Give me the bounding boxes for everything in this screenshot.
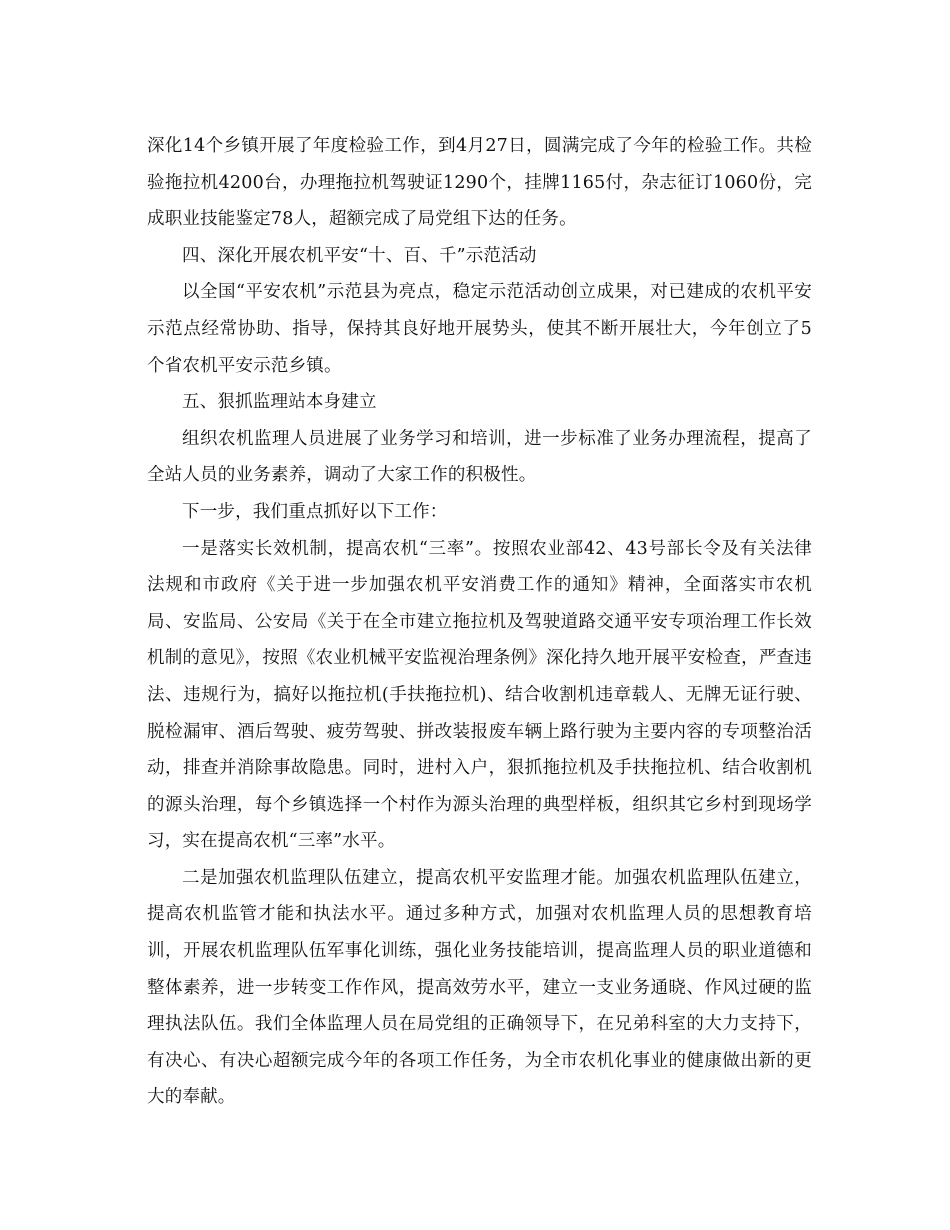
paragraph-long-term-mechanism: 一是落实长效机制，提高农机“三率”。按照农业部42、43号部长令及有关法律法规和市政府《关于进一步加强农机平安消费工作的通知》精神，全面落实市农机局、安监局、公安局《关于在全市建立拖拉机及驾驶道路交通平安专项治理工作长效机制的意见》，按照《农业机械平安监视治理条例》深化持久地开展平安检查，严查违法、违规行为，搞好以拖拉机(手扶拖拉机)、结合收割机违章载人、无牌无证行驶、脱检漏审、酒后驾驶、疲劳驾驶、拼改装报废车辆上路行驶为主要内容的专项整治活动，排查并消除事故隐患。同时，进村入户，狠抓拖拉机及手扶拖拉机、结合收割机的源头治理，每个乡镇选择一个村作为源头治理的典型样板，组织其它乡村到现场学习，实在提高农机“三率”水平。: [147, 538, 812, 852]
paragraph-team-building: 二是加强农机监理队伍建立，提高农机平安监理才能。加强农机监理队伍建立，提高农机监管才能和执法水平。通过多种方式，加强对农机监理人员的思想教育培训，开展农机监理队伍军事化训练，强化业务技能培训，提高监理人员的职业道德和整体素养，进一步转变工作作风，提高效劳水平，建立一支业务通晓、作风过硬的监理执法队伍。我们全体监理人员在局党组的正确领导下，在兄弟科室的大力支持下，有决心、有决心超额完成今年的各项工作任务，为全市农机化事业的健康做出新的更大的奉献。: [147, 867, 812, 1108]
paragraph-next-steps-intro: 下一步，我们重点抓好以下工作：: [182, 501, 448, 522]
heading-section-five: 五、狠抓监理站本身建立: [182, 392, 377, 413]
heading-section-four: 四、深化开展农机平安“十、百、千”示范活动: [182, 245, 537, 266]
paragraph-inspection-summary: 深化14个乡镇开展了年度检验工作，到4月27日，圆满完成了今年的检验工作。共检验拖拉机4200台，办理拖拉机驾驶证1290个，挂牌1165付，杂志征订1060份，完成职业技能鉴定78人，超额完成了局党组下达的任务。: [147, 136, 812, 230]
paragraph-station-building: 组织农机监理人员进展了业务学习和培训，进一步标准了业务办理流程，提高了全站人员的业务素养，调动了大家工作的积极性。: [147, 428, 812, 486]
document-body: [147, 128, 812, 1116]
paragraph-demonstration-activity: 以全国“平安农机”示范县为亮点，稳定示范活动创立成果，对已建成的农机平安示范点经常协助、指导，保持其良好地开展势头，使其不断开展壮大，今年创立了5个省农机平安示范乡镇。: [147, 282, 812, 376]
